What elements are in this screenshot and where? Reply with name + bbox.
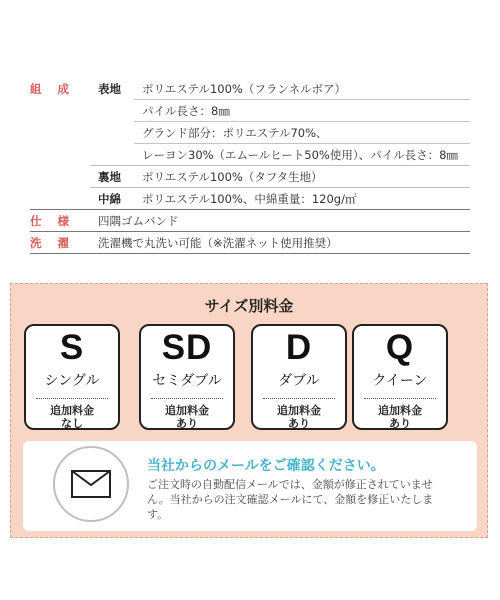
- spec-row-nakawata: [30, 188, 470, 210]
- additional-fee: [141, 404, 233, 430]
- size-price-panel: [10, 283, 488, 538]
- omote-value-1: ポリエステル100%（フランネルボア）: [142, 82, 346, 96]
- notice-heading: 当社からのメールをご確認ください。: [147, 458, 385, 474]
- size-card-d: [251, 324, 347, 430]
- ura-value: ポリエステル100%（タフタ生地）: [142, 170, 323, 184]
- omote-value-4: レーヨン30%（エムールヒート50%使用）、パイル長さ：8㎜: [142, 148, 458, 162]
- sentaku-label: 洗 濯: [30, 236, 76, 250]
- size-card-q: [352, 324, 448, 430]
- nakawata-label: 中綿: [98, 192, 121, 206]
- fee-label: 追加料金: [165, 404, 209, 417]
- envelope-icon: [53, 446, 129, 522]
- sentaku-value: 洗濯機で丸洗い可能（※洗濯ネット使用推奨）: [98, 236, 338, 250]
- size-name: クイーン: [372, 373, 428, 389]
- additional-fee: [253, 404, 345, 430]
- size-code: Q: [385, 328, 415, 367]
- fee-label: 追加料金: [378, 404, 422, 417]
- notice-body: ご注文時の自動配信メールでは、金額が修正されていません。当社からの注文確認メールにて、金額を修正いたします。: [147, 478, 434, 521]
- envelope-icon-graphic: [71, 470, 111, 498]
- spec-row-shiyou: [30, 210, 470, 232]
- card-divider: [36, 398, 108, 399]
- size-name: シングル: [44, 373, 100, 389]
- fee-value: あり: [288, 417, 310, 430]
- spec-row-omote-1: [30, 78, 470, 100]
- additional-fee: [26, 404, 118, 430]
- fee-value: あり: [389, 417, 411, 430]
- additional-fee: [354, 404, 446, 430]
- fee-value: あり: [176, 417, 198, 430]
- row-divider: [30, 253, 470, 254]
- omote-value-3: グランド部分：ポリエステル70%、: [142, 126, 328, 140]
- size-code: SD: [161, 328, 213, 367]
- spec-table: [30, 78, 470, 254]
- card-divider: [151, 398, 223, 399]
- shiyou-label: 仕 様: [30, 214, 76, 228]
- size-card-sd: [139, 324, 235, 430]
- fee-label: 追加料金: [277, 404, 321, 417]
- size-code: S: [59, 328, 85, 367]
- card-divider: [263, 398, 335, 399]
- spec-row-ura: [30, 166, 470, 188]
- omote-label: 表地: [98, 82, 121, 96]
- nakawata-value: ポリエステル100%、中綿重量：120g/㎡: [142, 192, 357, 206]
- size-card-s: [24, 324, 120, 430]
- composition-label: 組 成: [30, 82, 76, 96]
- spec-row-omote-4: [30, 144, 470, 166]
- fee-value: なし: [61, 417, 83, 430]
- spec-row-sentaku: [30, 232, 470, 254]
- size-code: D: [285, 328, 313, 367]
- fee-label: 追加料金: [50, 404, 94, 417]
- spec-row-omote-2: [30, 100, 470, 122]
- size-name: セミダブル: [152, 373, 222, 389]
- panel-title: サイズ別料金: [204, 297, 294, 315]
- shiyou-value: 四隅ゴムバンド: [98, 214, 179, 228]
- size-name: ダブル: [278, 373, 320, 389]
- omote-value-2: パイル長さ：8㎜: [142, 104, 230, 118]
- spec-row-omote-3: [30, 122, 470, 144]
- ura-label: 裏地: [98, 170, 121, 184]
- card-divider: [364, 398, 436, 399]
